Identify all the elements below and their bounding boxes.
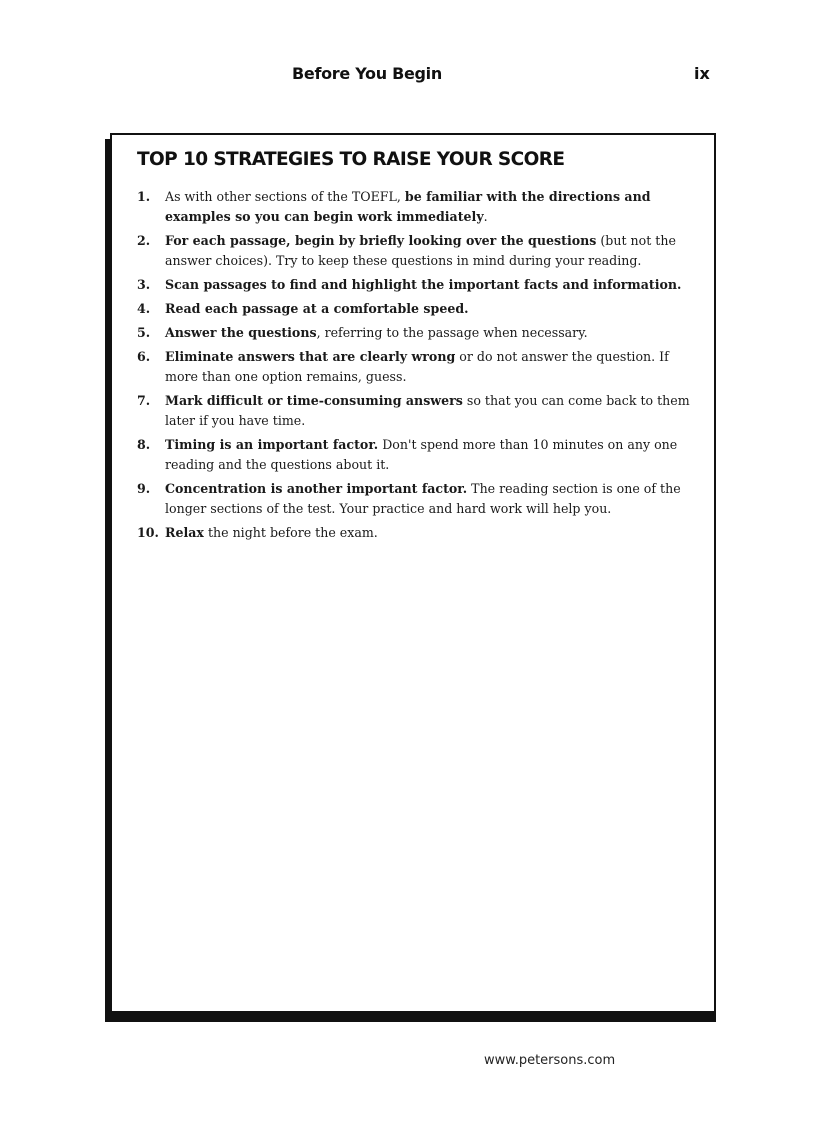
strategy-text-segment: (but not the answer choices). Try to keep these questions in mind during your reading. [165, 233, 676, 268]
strategy-text-segment: or do not answer the question. If more than one option remains, guess. [165, 349, 669, 384]
strategy-text-segment: Don't spend more than 10 minutes on any one reading and the questions about it. [165, 437, 678, 472]
strategy-number: 4. [137, 301, 151, 316]
strategy-number: 9. [137, 481, 151, 496]
strategy-text-segment: , referring to the passage when necessary. [316, 325, 588, 340]
strategy-item [137, 231, 699, 271]
strategy-list [137, 187, 699, 547]
strategy-number: 5. [137, 325, 151, 340]
strategy-text [165, 435, 699, 475]
strategy-emphasis: Scan passages to find and highlight the important facts and information. [165, 277, 682, 292]
strategy-emphasis: Concentration is another important factor. [165, 481, 468, 496]
strategy-item [137, 323, 699, 343]
strategy-emphasis: Eliminate answers that are clearly wrong [165, 349, 456, 364]
strategy-number: 2. [137, 233, 151, 248]
strategy-emphasis: Relax [165, 525, 204, 540]
strategy-text-segment: The reading section is one of the longer sections of the test. Your practice and hard work will help you. [165, 481, 681, 516]
strategy-item [137, 275, 699, 295]
strategy-item [137, 435, 699, 475]
footer-url[interactable]: www.petersons.com [484, 1053, 616, 1068]
strategy-emphasis: Read each passage at a comfortable speed. [165, 301, 469, 316]
strategy-text-segment: As with other sections of the TOEFL, [165, 189, 405, 204]
strategy-text [165, 299, 699, 319]
strategy-text [165, 347, 699, 387]
strategy-text-segment: so that you can come back to them later if you have time. [165, 393, 690, 428]
strategy-text [165, 523, 699, 543]
strategy-number: 7. [137, 393, 151, 408]
box-title: TOP 10 STRATEGIES TO RAISE YOUR SCORE [137, 149, 565, 170]
strategy-number: 6. [137, 349, 151, 364]
strategy-number: 8. [137, 437, 151, 452]
strategy-text [165, 231, 699, 271]
strategy-item [137, 479, 699, 519]
strategy-emphasis: Mark difficult or time-consuming answers [165, 393, 463, 408]
strategy-number: 1. [137, 189, 151, 204]
page-number: ix [694, 64, 710, 83]
strategy-text [165, 391, 699, 431]
strategy-emphasis: Answer the questions [165, 325, 317, 340]
running-head: Before You Begin [292, 64, 442, 83]
strategy-emphasis: For each passage, begin by briefly looking over the questions [165, 233, 597, 248]
strategy-text [165, 323, 699, 343]
strategy-item [137, 187, 699, 227]
strategy-item [137, 347, 699, 387]
strategy-item [137, 391, 699, 431]
strategy-text-segment: . [483, 209, 488, 224]
strategy-text [165, 479, 699, 519]
strategy-emphasis: be familiar with the directions and examples so you can begin work immediately [165, 189, 651, 224]
strategy-number: 3. [137, 277, 151, 292]
strategy-text-segment: the night before the exam. [203, 525, 378, 540]
strategy-item [137, 523, 699, 543]
strategy-item [137, 299, 699, 319]
strategy-text [165, 187, 699, 227]
strategies-box [110, 133, 716, 1013]
strategy-emphasis: Timing is an important factor. [165, 437, 379, 452]
strategy-text [165, 275, 699, 295]
strategy-number: 10. [137, 525, 159, 540]
